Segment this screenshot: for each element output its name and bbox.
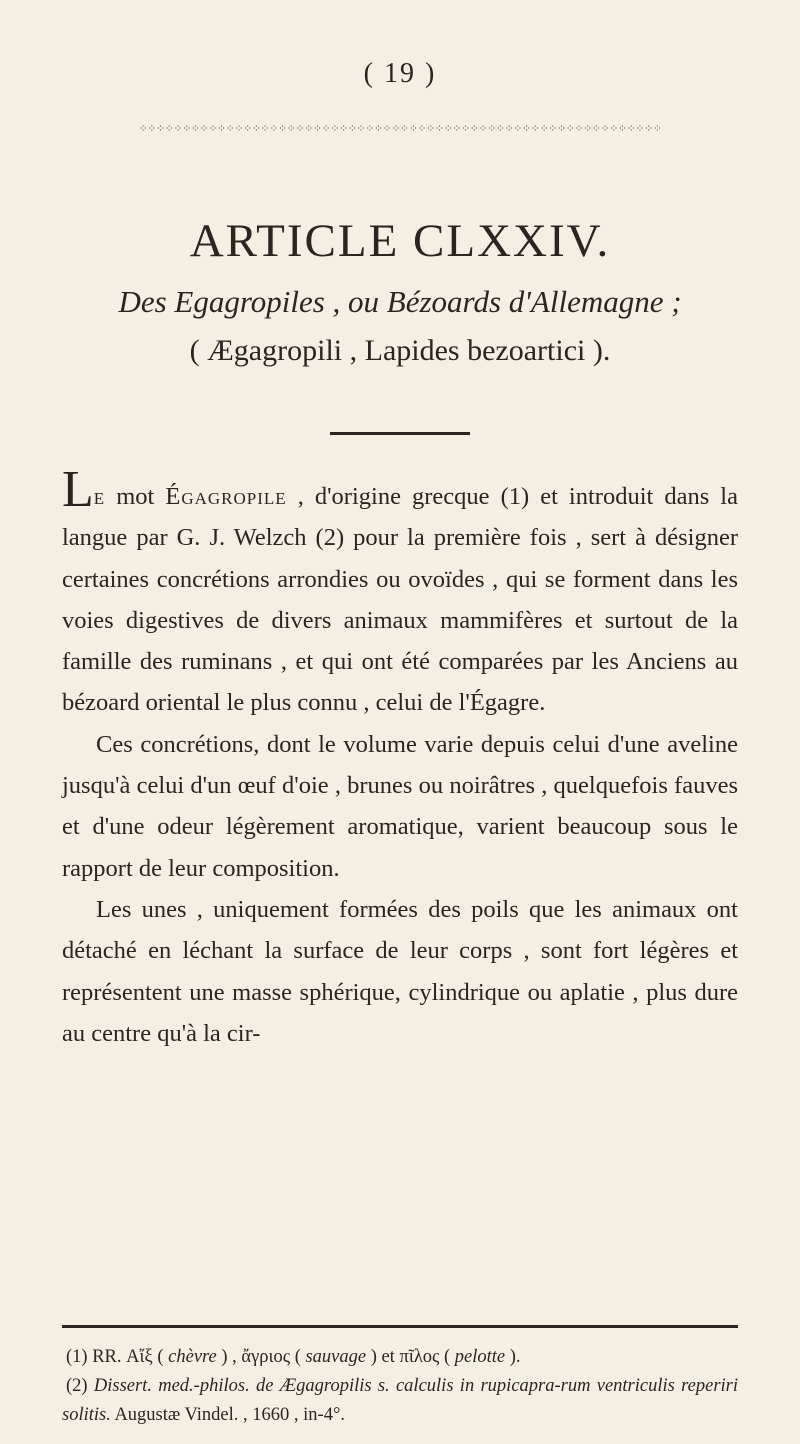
ornamental-divider: ⁘⁘⁘⁘⁘⁘⁘⁘⁘⁘⁘⁘⁘⁘⁘⁘⁘⁘⁘⁘⁘⁘⁘⁘⁘⁘⁘⁘⁘⁘⁘⁘⁘⁘⁘⁘⁘⁘⁘⁘⁘⁘⁘⁘⁘⁘⁘⁘⁘⁘⁘⁘⁘⁘⁘⁘⁘⁘⁘⁘ [138,122,662,135]
paragraph-1-text: , d'origine grecque (1) et introduit dans la langue par G. J. Welzch (2) pour la première fois , sert à désigner certaines concrétions arrondies ou ovoïdes , qui se forment dans les voies digestives de divers animaux mammifères et surtout de la famille des ruminans , et qui ont été comparées par les Anciens au bézoard oriental le plus connu , celui de l'Égagre. [62,483,738,717]
footnote-1-sauvage: sauvage [305,1347,367,1367]
drop-cap: L [62,461,94,518]
article-body [62,461,738,1054]
footnote-2-number: (2) [66,1376,88,1396]
footnotes [62,1343,738,1430]
section-rule [330,432,470,435]
term-egagropile: Égagropile [165,483,287,510]
article-title: ARTICLE CLXXIV. [189,215,611,267]
footnote-2-title: Dissert. med.-philos. de Ægagropilis s. calculis in rupicapra-rum ventriculis reperiri solitis. [62,1376,738,1425]
article-subtitle: Des Egagropiles , ou Bézoards d'Allemagne ; [118,284,682,319]
footnote-rule [62,1325,738,1328]
footnote-1-pelotte: pelotte [454,1347,506,1367]
footnote-1-number: (1) [66,1347,88,1367]
footnote-1-chevre: chèvre [168,1347,217,1367]
footnote-1-text-a: RR. Αἴξ ( [87,1347,169,1367]
footnote-1 [62,1343,738,1372]
footnote-1-text-c: ) et πῖλος ( [366,1347,455,1367]
paragraph-3: Les unes , uniquement formées des poils que les animaux ont détaché en léchant la surface de leur corps , sont fort légères et représentent une masse sphérique, cylindrique ou aplatie , plus dure au centre qu'à la cir- [62,895,738,1047]
article-latin-subtitle: ( Ægagropili , Lapides bezoartici ). [189,334,611,367]
paragraph-2: Ces concrétions, dont le volume varie depuis celui d'une aveline jusqu'à celui d'un œuf d'oie , brunes ou noirâtres , quelquefois fauves et d'une odeur légèrement aromatique, varient beaucoup sous le rapport de leur composition. [62,730,738,882]
footnote-1-text-d: ). [505,1347,521,1367]
page-number: ( 19 ) [363,58,437,89]
footnote-1-text-b: ) , ἄγριος ( [216,1347,306,1367]
footnote-2-imprint: Augustæ Vindel. , 1660 , in-4°. [110,1405,345,1425]
footnote-2 [62,1372,738,1430]
paragraph-1 [62,461,738,724]
lead-word: mot [105,483,166,510]
lead-letters: e [93,483,106,510]
